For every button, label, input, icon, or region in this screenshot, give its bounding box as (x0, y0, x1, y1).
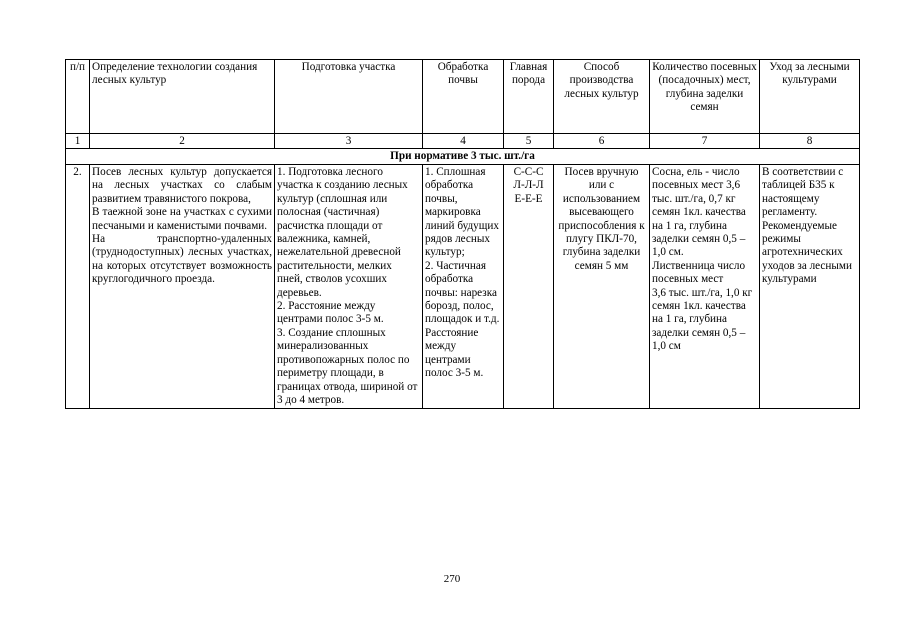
column-number: 1 (66, 134, 90, 149)
table-row (66, 165, 860, 409)
forest-culture-table (65, 59, 860, 409)
header-row (66, 60, 860, 134)
column-number: 4 (423, 134, 504, 149)
header-site-preparation: Подготовка участка (275, 60, 423, 134)
column-number: 2 (90, 134, 275, 149)
species-cell: С-С-С Л-Л-Л Е-Е-Е (504, 165, 554, 409)
column-number: 3 (275, 134, 423, 149)
section-title: При нормативе 3 тыс. шт./га (66, 149, 860, 165)
column-numbers-row (66, 134, 860, 149)
header-method: Способ производства лесных культур (554, 60, 650, 134)
column-number: 7 (650, 134, 760, 149)
soil-cell: 1. Сплошная обработка почвы, маркировка линий будущих рядов лесных культур; 2. Частичная обработка почвы: нарезка борозд, полос, площадок и т.д. Расстояние между центрами полос 3-5 м. (423, 165, 504, 409)
column-number: 6 (554, 134, 650, 149)
section-row (66, 149, 860, 165)
method-cell: Посев вручную или с использованием высевающего приспособления к плугу ПКЛ-70, глубина заделки семян 5 мм (554, 165, 650, 409)
column-number: 8 (760, 134, 860, 149)
quantity-cell: Сосна, ель - число посевных мест 3,6 тыс. шт./га, 0,7 кг семян 1кл. качества на 1 га, глубина заделки семян 0,5 – 1,0 см. Лиственница число посевных мест 3,6 тыс. шт./га, 1,0 кг семян 1кл. качества на 1 га, глубина заделки семян 0,5 – 1,0 см (650, 165, 760, 409)
site-preparation-cell: 1. Подготовка лесного участка к созданию лесных культур (сплошная или полосная (частичная) расчистка площади от валежника, камней, нежелательной древесной растительности, мелких пней, стволов усохших деревьев. 2. Расстояние между центрами полос 3-5 м. 3. Создание сплошных минерализованных противопожарных полос по периметру площади, в границах отвода, шириной от 3 до 4 метров. (275, 165, 423, 409)
care-cell: В соответствии с таблицей Б35 к настоящему регламенту. Рекомендуемые режимы агротехнических уходов за лесными культурами (760, 165, 860, 409)
row-number: 2. (66, 165, 90, 409)
header-care: Уход за лесными культурами (760, 60, 860, 134)
page-number: 270 (443, 573, 461, 585)
header-technology: Определение технологии создания лесных культур (90, 60, 275, 134)
technology-cell: Посев лесных культур допускается на лесных участках со слабым развитием травянистого покрова, В таежной зоне на участках с сухими песчаными и каменистыми почвами. На транспортно-удаленных (труднодоступных) лесных участках, на которых отсутствует возможность круглогодичного проезда. (90, 165, 275, 409)
header-quantity: Количество посевных (посадочных) мест, глубина заделки семян (650, 60, 760, 134)
header-number: п/п (66, 60, 90, 134)
header-species: Главная порода (504, 60, 554, 134)
header-soil: Обработка почвы (423, 60, 504, 134)
column-number: 5 (504, 134, 554, 149)
